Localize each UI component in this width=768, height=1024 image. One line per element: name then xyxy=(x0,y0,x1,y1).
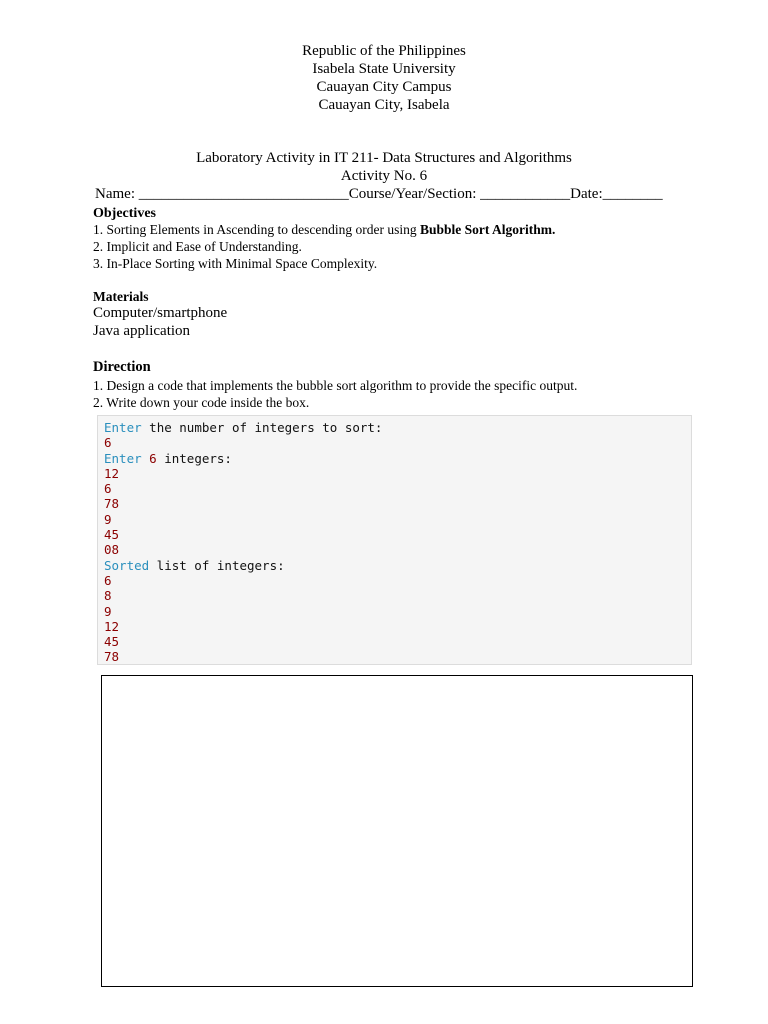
sorted-value: 12 xyxy=(104,618,120,634)
objective-item-1-bold: Bubble Sort Algorithm. xyxy=(419,222,556,237)
objective-item-3: 3. In-Place Sorting with Minimal Space Complexity. xyxy=(93,256,378,271)
code-keyword: Sorted xyxy=(104,557,150,573)
code-text: the number of integers to sort: xyxy=(141,420,383,435)
student-info-row xyxy=(95,185,663,203)
input-value: 12 xyxy=(104,465,120,481)
code-line-2: 6 xyxy=(104,435,112,451)
code-line-1 xyxy=(104,420,382,435)
header-republic: Republic of the Philippines xyxy=(302,43,466,59)
materials-heading: Materials xyxy=(93,289,149,304)
materials-item-1: Computer/smartphone xyxy=(93,305,228,321)
direction-heading: Direction xyxy=(93,359,151,375)
header-city: Cauayan City, Isabela xyxy=(318,97,450,113)
date-label: Date: xyxy=(570,186,603,202)
objectives-heading: Objectives xyxy=(93,206,156,221)
input-value: 6 xyxy=(104,481,112,497)
sorted-value: 45 xyxy=(104,634,120,650)
objective-item-2: 2. Implicit and Ease of Understanding. xyxy=(93,239,302,254)
code-answer-box[interactable] xyxy=(101,675,693,987)
materials-item-2: Java application xyxy=(93,323,191,339)
course-label: Course/Year/Section: xyxy=(348,186,481,202)
objective-item-1 xyxy=(93,221,555,238)
direction-item-1: 1. Design a code that implements the bubble sort algorithm to provide the specific output. xyxy=(93,378,578,393)
header-university: Isabela State University xyxy=(312,61,456,77)
objective-item-1-text: 1. Sorting Elements in Ascending to descending order using xyxy=(93,222,420,237)
input-value: 08 xyxy=(104,542,120,558)
activity-title: Laboratory Activity in IT 211- Data Structures and Algorithms xyxy=(196,150,572,166)
code-text: list of integers: xyxy=(149,557,285,573)
direction-item-2: 2. Write down your code inside the box. xyxy=(93,395,310,410)
activity-number: Activity No. 6 xyxy=(340,168,428,184)
name-field[interactable]: ____________________________ xyxy=(138,186,349,202)
name-label: Name: xyxy=(95,186,139,202)
sorted-value: 78 xyxy=(104,649,120,665)
sample-output-box xyxy=(97,415,692,665)
code-text: integers: xyxy=(156,450,232,466)
sorted-value: 6 xyxy=(104,572,112,588)
code-line-sorted xyxy=(104,558,382,573)
header-campus: Cauayan City Campus xyxy=(316,79,452,95)
input-value: 45 xyxy=(104,527,120,543)
date-field[interactable]: ________ xyxy=(602,186,663,202)
sorted-value: 9 xyxy=(104,603,112,619)
code-number: 6 xyxy=(141,450,157,466)
course-field[interactable]: ____________ xyxy=(480,186,571,202)
code-keyword: Enter xyxy=(104,450,142,466)
code-keyword: Enter xyxy=(104,420,142,435)
sample-output-code xyxy=(104,420,382,665)
input-value: 78 xyxy=(104,496,120,512)
input-value: 9 xyxy=(104,511,112,527)
sorted-value: 8 xyxy=(104,588,112,604)
code-line-3 xyxy=(104,451,382,466)
